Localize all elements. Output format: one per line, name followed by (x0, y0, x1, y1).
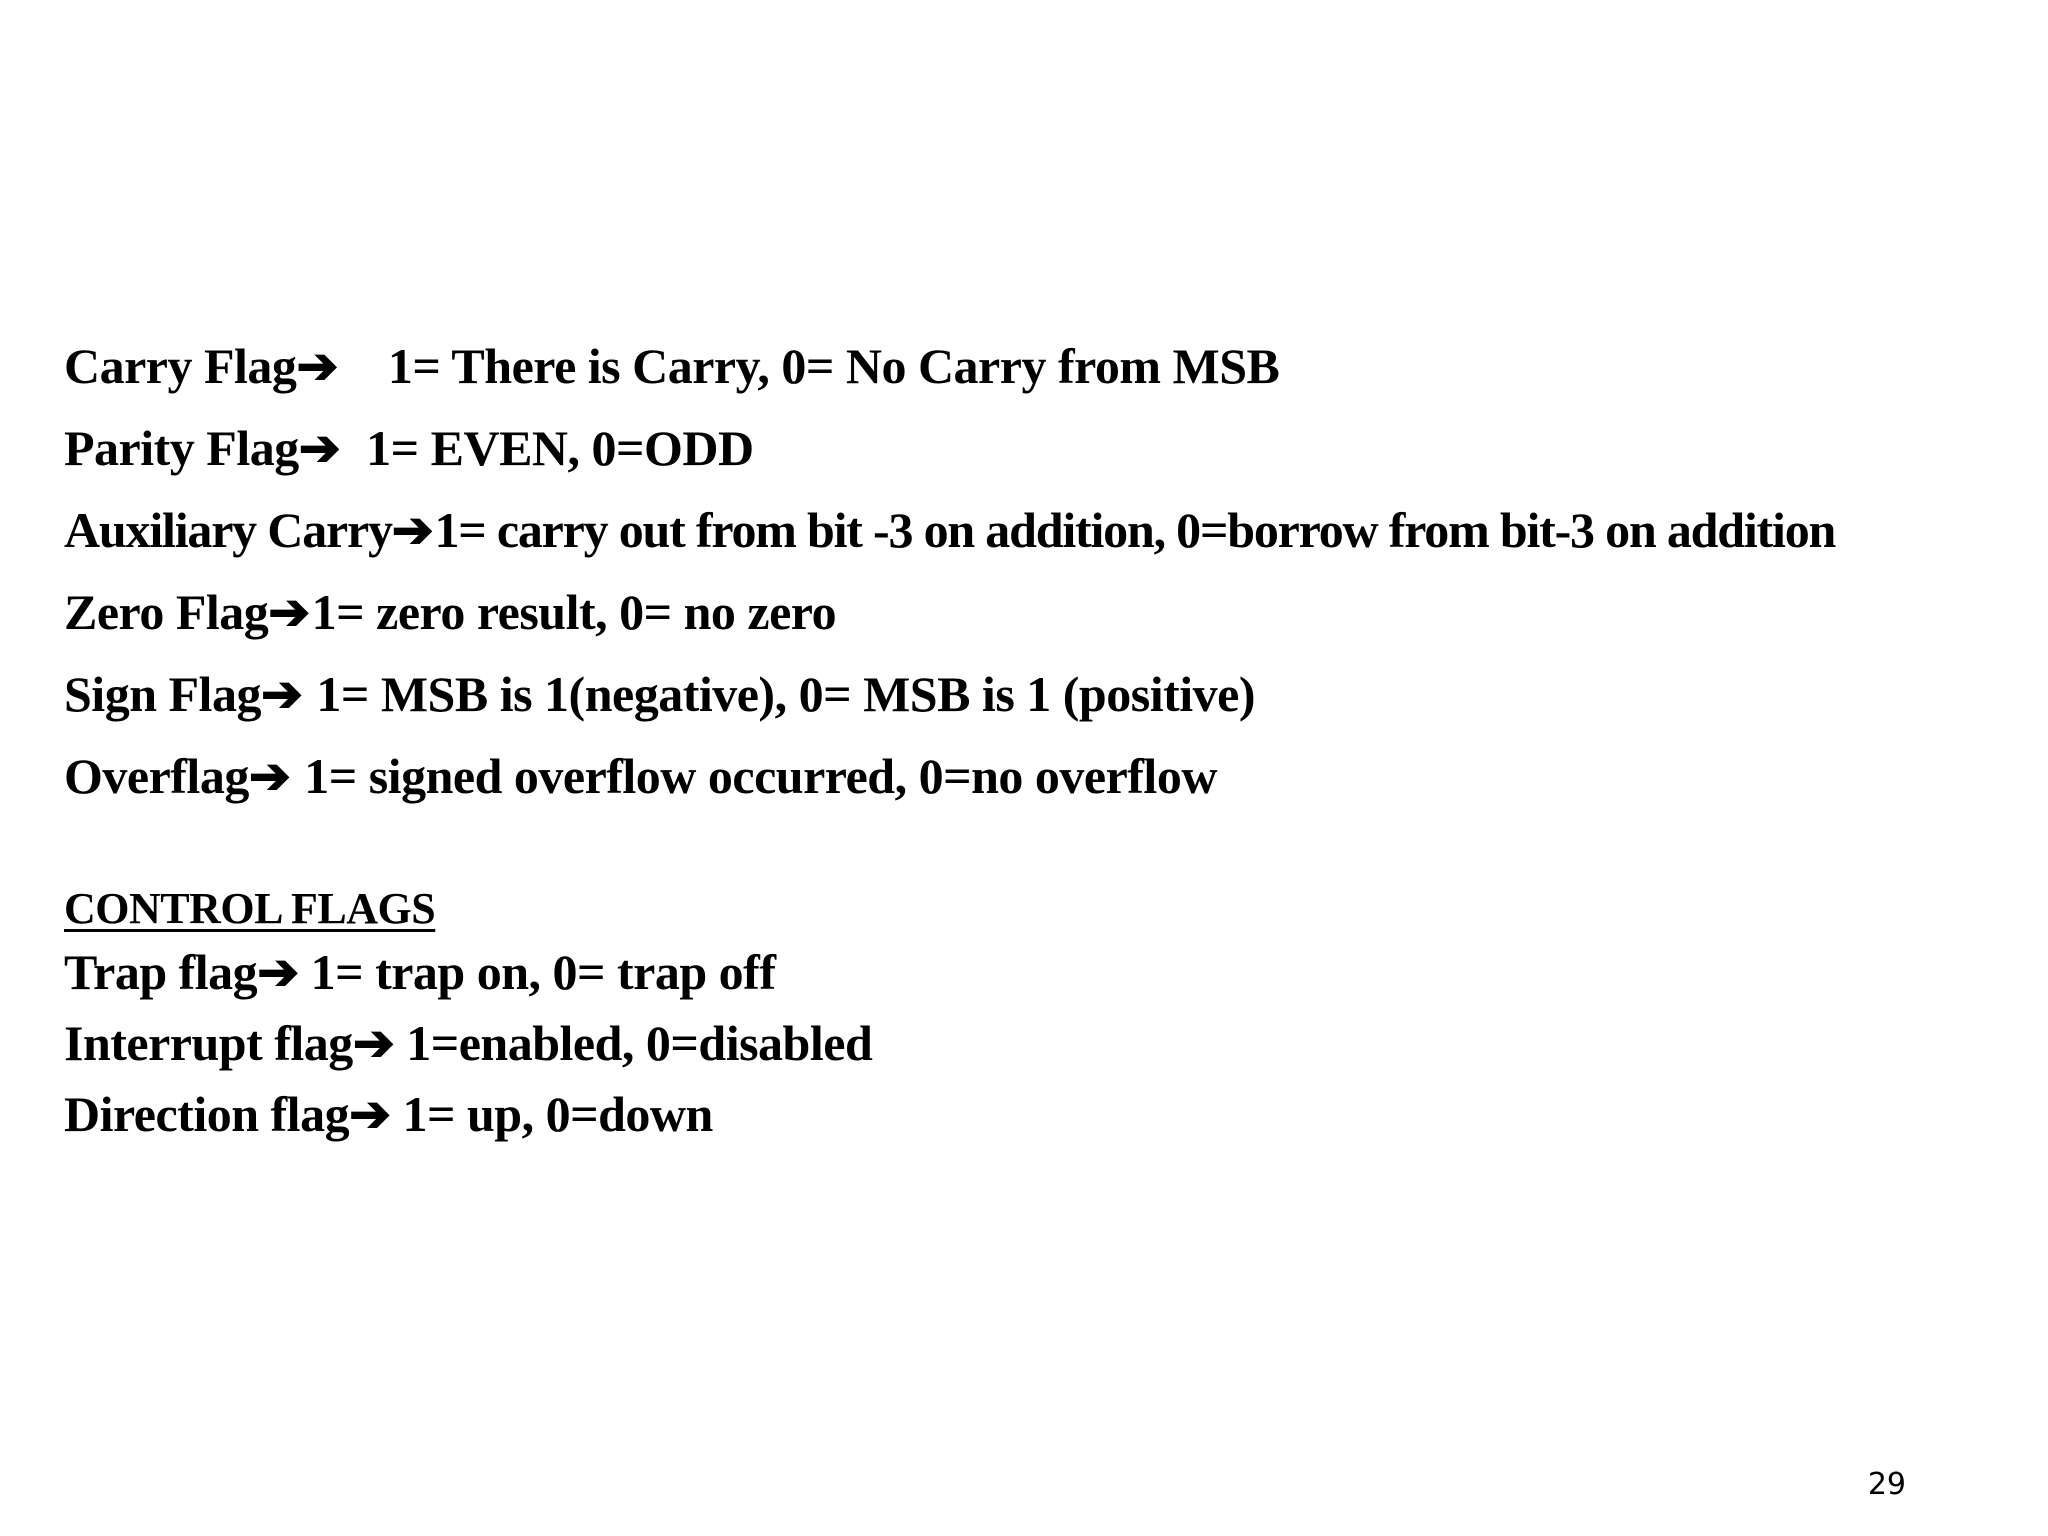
right-arrow-icon: ➔ (296, 338, 338, 394)
flag-name: Parity Flag (64, 420, 299, 476)
right-arrow-icon: ➔ (391, 502, 433, 558)
right-arrow-icon: ➔ (260, 666, 303, 722)
sign-flag-line (64, 653, 2024, 735)
interrupt-flag-line (64, 1008, 2024, 1079)
flag-description: 1= EVEN, 0=ODD (342, 420, 754, 476)
flag-description: 1= trap on, 0= trap off (298, 944, 776, 1000)
flag-name: Auxiliary Carry (64, 502, 392, 558)
flag-description: 1= up, 0=down (390, 1086, 713, 1142)
flag-description: 1= There is Carry, 0= No Carry from MSB (339, 338, 1280, 394)
right-arrow-icon: ➔ (257, 944, 299, 1000)
right-arrow-icon: ➔ (268, 584, 310, 640)
zero-flag-line (64, 571, 2024, 653)
slide-content (64, 325, 2024, 1150)
flag-name: Zero Flag (64, 584, 269, 640)
right-arrow-icon: ➔ (298, 420, 341, 476)
right-arrow-icon: ➔ (352, 1015, 395, 1071)
flag-description: 1=enabled, 0=disabled (394, 1015, 873, 1071)
flag-name: Direction flag (64, 1086, 350, 1142)
trap-flag-line (64, 937, 2024, 1008)
flag-name: Overflag (64, 748, 249, 804)
right-arrow-icon: ➔ (349, 1086, 391, 1142)
direction-flag-line (64, 1079, 2024, 1150)
flag-name: Sign Flag (64, 666, 261, 722)
auxiliary-carry-line (64, 489, 2024, 571)
carry-flag-line (64, 325, 2024, 407)
right-arrow-icon: ➔ (248, 748, 291, 804)
parity-flag-line (64, 407, 2024, 489)
flag-description: 1= zero result, 0= no zero (311, 584, 837, 640)
flag-name: Carry Flag (64, 338, 297, 394)
flag-name: Interrupt flag (64, 1015, 353, 1071)
flag-description: 1= signed overflow occurred, 0=no overflow (292, 748, 1217, 804)
flag-description: 1= carry out from bit -3 on addition, 0=borrow from bit-3 on addition (434, 502, 1836, 558)
overflow-flag-line (64, 735, 2024, 817)
control-flags-heading: CONTROL FLAGS (64, 884, 436, 933)
page-number: 29 (1867, 1467, 1906, 1502)
flag-name: Trap flag (64, 944, 258, 1000)
section-spacer (64, 817, 2024, 859)
flag-description: 1= MSB is 1(negative), 0= MSB is 1 (positive) (304, 666, 1255, 722)
